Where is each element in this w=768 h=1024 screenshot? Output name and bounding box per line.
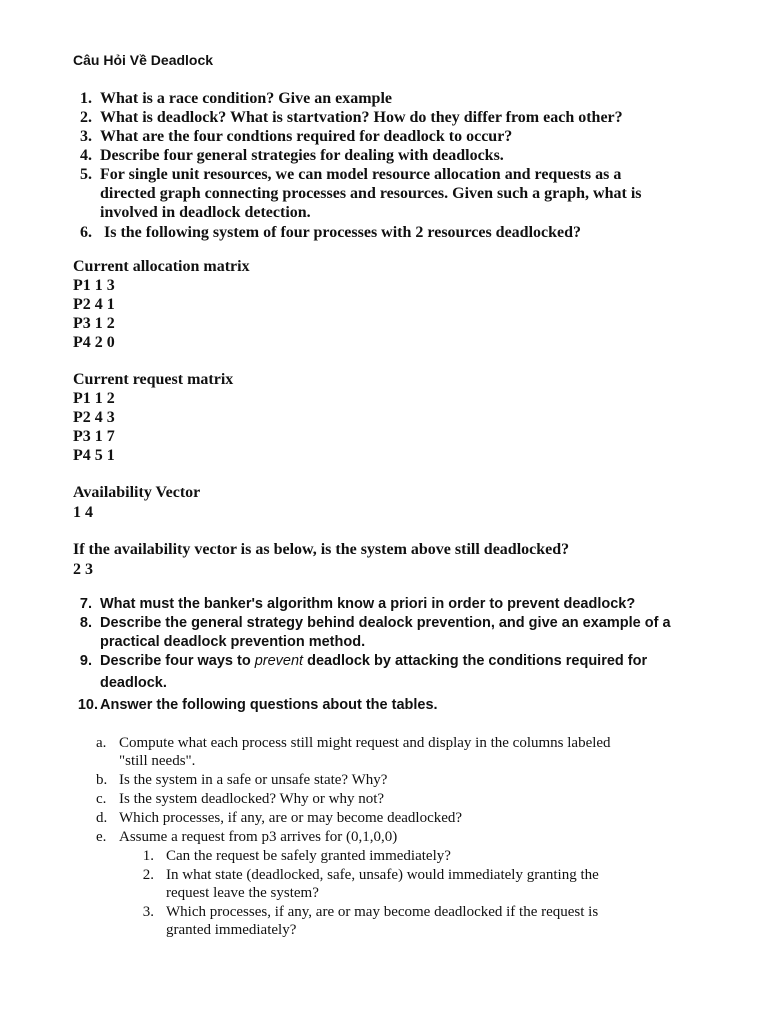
question-text: What is deadlock? What is startvation? How do they differ from each other?	[100, 109, 623, 126]
subquestion-letter: e.	[96, 829, 107, 845]
subquestion-letter: c.	[96, 791, 107, 807]
subsub-number: 1.	[142, 848, 154, 864]
allocation-heading: Current allocation matrix	[73, 258, 250, 275]
availability-value: 1 4	[73, 504, 93, 521]
question-text: What is a race condition? Give an example	[100, 90, 392, 107]
subquestion-text: "still needs".	[119, 753, 196, 769]
request-row: P1 1 2	[73, 390, 115, 407]
question-number: 6.	[80, 224, 92, 241]
subsub-number: 3.	[142, 904, 154, 920]
allocation-row: P1 1 3	[73, 277, 115, 294]
question-text: Answer the following questions about the tables.	[100, 697, 438, 713]
subsub-text: In what state (deadlocked, safe, unsafe) would immediately granting the	[166, 867, 599, 883]
question-text: Describe the general strategy behind dealock prevention, and give an example of a	[100, 615, 671, 631]
question-number: 7.	[79, 596, 92, 612]
subsub-text: granted immediately?	[166, 922, 297, 938]
question-text: Is the following system of four processes with 2 resources deadlocked?	[100, 224, 582, 241]
question-number: 8.	[79, 615, 92, 631]
question-number: 2.	[80, 109, 92, 126]
question-text: involved in deadlock detection.	[100, 204, 311, 221]
question-number: 1.	[80, 90, 92, 107]
question-text: deadlock.	[100, 675, 167, 691]
availability-heading: Availability Vector	[73, 484, 201, 501]
subquestion-letter: d.	[96, 810, 108, 826]
question-number: 5.	[80, 166, 92, 183]
request-row: P4 5 1	[73, 447, 115, 464]
followup-value: 2 3	[73, 561, 93, 578]
request-heading: Current request matrix	[73, 371, 234, 388]
subquestion-text: Assume a request from p3 arrives for (0,1,0,0)	[119, 829, 398, 845]
subsub-text: request leave the system?	[166, 885, 319, 901]
subquestion-text: Is the system in a safe or unsafe state? Why?	[119, 772, 388, 788]
question-number: 4.	[80, 147, 92, 164]
subquestion-letter: b.	[96, 772, 108, 788]
question-text: practical deadlock prevention method.	[100, 634, 366, 650]
question-text: Describe four general strategies for dealing with deadlocks.	[100, 147, 504, 164]
question-text: For single unit resources, we can model resource allocation and requests as a	[100, 166, 622, 183]
question-text: directed graph connecting processes and resources. Given such a graph, what is	[100, 185, 642, 202]
question-number: 9.	[79, 653, 92, 669]
question-number: 3.	[80, 128, 92, 145]
subquestion-letter: a.	[96, 735, 107, 751]
subsub-text: Can the request be safely granted immediately?	[166, 848, 451, 864]
subsub-number: 2.	[142, 867, 154, 883]
request-row: P2 4 3	[73, 409, 115, 426]
question-text: What must the banker's algorithm know a priori in order to prevent deadlock?	[100, 596, 636, 612]
allocation-row: P3 1 2	[73, 315, 115, 332]
subquestion-text: Compute what each process still might request and display in the columns labeled	[119, 735, 611, 751]
subquestion-text: Is the system deadlocked? Why or why not?	[119, 791, 385, 807]
document-title: Câu Hỏi Về Deadlock	[73, 52, 214, 68]
question-text-part: Describe four ways to	[100, 653, 255, 669]
request-row: P3 1 7	[73, 428, 115, 445]
followup-question: If the availability vector is as below, is the system above still deadlocked?	[73, 541, 570, 558]
question-text	[100, 653, 647, 669]
question-text-part: deadlock by attacking the conditions required for	[303, 653, 648, 669]
emphasis-text: prevent	[254, 653, 304, 669]
question-text: What are the four condtions required for deadlock to occur?	[100, 128, 513, 145]
subsub-text: Which processes, if any, are or may become deadlocked if the request is	[166, 904, 599, 920]
allocation-row: P4 2 0	[73, 334, 115, 351]
question-number: 10.	[77, 697, 98, 713]
allocation-row: P2 4 1	[73, 296, 115, 313]
subquestion-text: Which processes, if any, are or may become deadlocked?	[119, 810, 463, 826]
